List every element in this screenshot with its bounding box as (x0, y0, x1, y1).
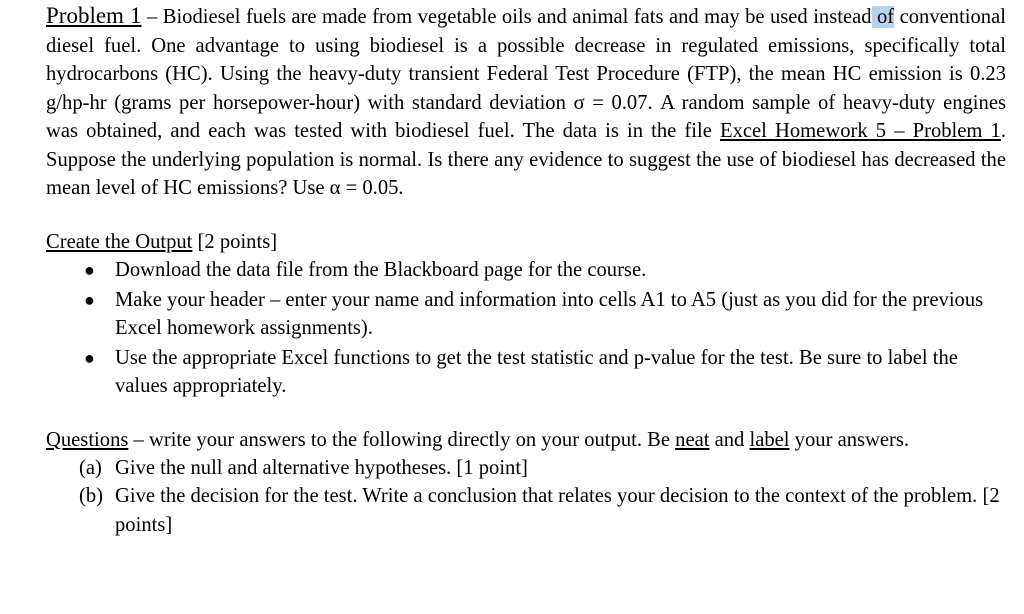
questions-heading: Questions (46, 428, 129, 451)
list-item (46, 286, 1006, 343)
label-word: label (749, 428, 790, 451)
questions-text-c: your answers. (789, 428, 910, 451)
create-output-list (46, 256, 1006, 401)
create-output-points: [2 points] (192, 230, 278, 253)
problem-intro-a: – Biodiesel fuels are made from vegetable oils and animal fats and may be used instead (141, 6, 872, 28)
problem-intro-b: conventional diesel fuel. One advantage to using biodiesel is a possible decrease in regulated emissions, specifically total hydrocarbons (HC). Using the heavy-duty transient Federal Test Procedure (FTP), the mean HC emission is 0.23 g/hp-hr (grams per horsepower-hour) with standard deviation σ = 0.07. A random sample of heavy-duty engines was obtained, and each was tested with biodiesel fuel. The data is in the file (46, 6, 1006, 142)
question-marker: (b) (79, 485, 104, 507)
create-output-heading: Create the Output (46, 230, 193, 253)
problem-paragraph (46, 0, 1006, 203)
questions-heading-line (46, 426, 1006, 454)
question-marker: (a) (79, 456, 102, 479)
questions-text-b: and (709, 428, 750, 451)
bullet-dot-icon: ● (84, 260, 95, 280)
list-item (46, 454, 1006, 483)
list-item-text: Download the data file from the Blackboard page for the course. (115, 259, 647, 281)
bullet-dot-icon: ● (84, 347, 95, 368)
list-item-text: Use the appropriate Excel functions to get the test statistic and p-value for the test. Be sure to label the values appropriately. (115, 346, 958, 397)
questions-text-a: – write your answers to the following directly on your output. Be (128, 428, 676, 451)
question-text: Give the null and alternative hypotheses. [1 point] (115, 456, 528, 479)
create-output-heading-line (46, 228, 1006, 257)
highlighted-word: of (871, 6, 895, 28)
list-item (46, 482, 1006, 539)
question-text: Give the decision for the test. Write a conclusion that relates your decision to the context of the problem. [2 points] (115, 485, 1000, 536)
problem-title: Problem 1 (46, 3, 142, 28)
list-item-text: Make your header – enter your name and information into cells A1 to A5 (just as you did for the previous Excel homework assignments). (115, 288, 984, 339)
problem-intro-c: . Suppose the underlying population is normal. Is there any evidence to suggest the use of biodiesel has decreased the mean level of HC emissions? Use α = 0.05. (46, 120, 1006, 199)
neat-word: neat (675, 428, 710, 451)
bullet-dot-icon: ● (84, 289, 95, 310)
data-file-link[interactable]: Excel Homework 5 – Problem 1 (719, 120, 1001, 142)
list-item (46, 344, 1006, 401)
questions-list (46, 454, 1006, 540)
list-item (46, 256, 1006, 285)
